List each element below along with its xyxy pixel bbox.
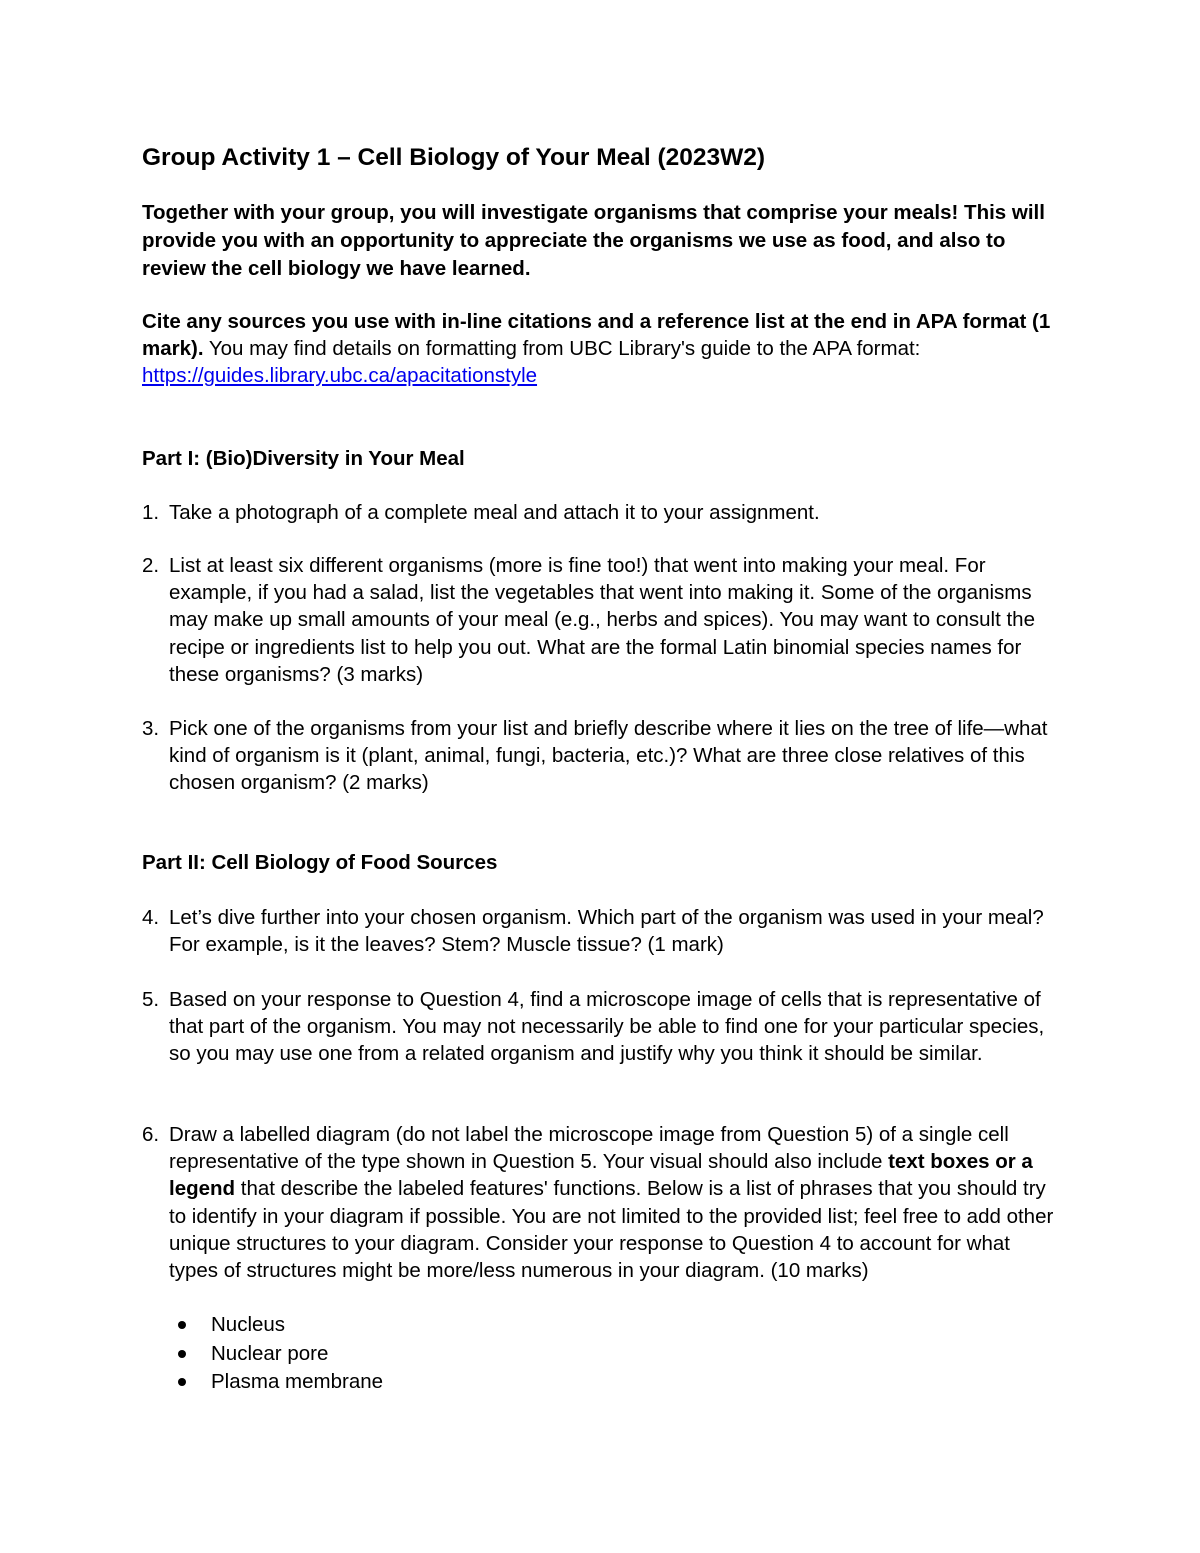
list-item: [169, 1340, 383, 1369]
bullet-text: Nuclear pore: [211, 1341, 329, 1365]
document-title: Group Activity 1 – Cell Biology of Your Meal (2023W2): [142, 144, 766, 171]
question-number: 2.: [142, 554, 160, 577]
question-number: 1.: [142, 501, 160, 524]
list-item: [169, 1311, 383, 1340]
question-text: Let’s dive further into your chosen organism. Which part of the organism was used in your meal? For example, is it the leaves? Stem? Muscle tissue? (1 mark): [169, 906, 1044, 957]
question-6-bold-text: text boxes or a legend: [169, 1150, 1033, 1201]
question-4: [142, 904, 1054, 958]
question-number: 3.: [142, 717, 160, 740]
bullet-icon: [178, 1378, 186, 1386]
question-number: 5.: [142, 988, 160, 1011]
question-text: Based on your response to Question 4, find a microscope image of cells that is representative of that part of the organism. You may not necessarily be able to find one for your particular species, so you may use one from a related organism and justify why you think it should be similar.: [169, 988, 1045, 1066]
bullet-icon: [178, 1350, 186, 1358]
question-2: [142, 552, 1054, 688]
question-text: Take a photograph of a complete meal and attach it to your assignment.: [169, 501, 820, 524]
question-6-text-start: Draw a labelled diagram (do not label the microscope image from Question 5) of a single cell representative of the type shown in Question 5. Your visual should also include: [169, 1123, 1009, 1174]
part1-heading: Part I: (Bio)Diversity in Your Meal: [142, 447, 465, 470]
apa-guide-link[interactable]: https://guides.library.ubc.ca/apacitationstyle: [142, 364, 538, 387]
citation-paragraph: [142, 308, 1052, 389]
bullet-text: Nucleus: [211, 1313, 286, 1336]
citation-text: You may find details on formatting from UBC Library's guide to the APA format:: [203, 337, 921, 360]
question-number: 6.: [142, 1123, 160, 1146]
question-6-text-end: that describe the labeled features' functions. Below is a list of phrases that you should try to identify in your diagram if possible. You are not limited to the provided list; feel free to add other unique structures to your diagram. Consider your response to Question 4 to account for what types of structures might be more/less numerous in your diagram. (10 marks): [169, 1177, 1054, 1283]
question-text: List at least six different organisms (more is fine too!) that went into making your meal. For example, if you had a salad, list the vegetables that went into making it. Some of the organisms may make up small amounts of your meal (e.g., herbs and spices). You may want to consult the recipe or ingredients list to help you out. What are the formal Latin binomial species names for these organisms? (3 marks): [169, 554, 1035, 686]
intro-paragraph: Together with your group, you will investigate organisms that comprise your meals! This will provide you with an opportunity to appreciate the organisms we use as food, and also to review the cell biology we have learned.: [142, 201, 1045, 280]
question-text: Pick one of the organisms from your list and briefly describe where it lies on the tree of life—what kind of organism is it (plant, animal, fungi, bacteria, etc.)? What are three close relatives of this chosen organism? (2 marks): [169, 717, 1048, 795]
citation-bold-text: Cite any sources you use with in-line citations and a reference list at the end in APA format (1 mark).: [142, 310, 1051, 360]
bullet-icon: [178, 1321, 186, 1329]
list-item: [169, 1368, 383, 1397]
question-text: [169, 1121, 1054, 1284]
question-3: [142, 715, 1054, 797]
question-1: [142, 499, 1054, 526]
structure-bullet-list: [169, 1311, 383, 1397]
question-5: [142, 986, 1054, 1068]
question-number: 4.: [142, 906, 160, 929]
question-6: [142, 1121, 1054, 1284]
bullet-text: Plasma membrane: [211, 1370, 384, 1393]
part2-heading: Part II: Cell Biology of Food Sources: [142, 851, 498, 874]
